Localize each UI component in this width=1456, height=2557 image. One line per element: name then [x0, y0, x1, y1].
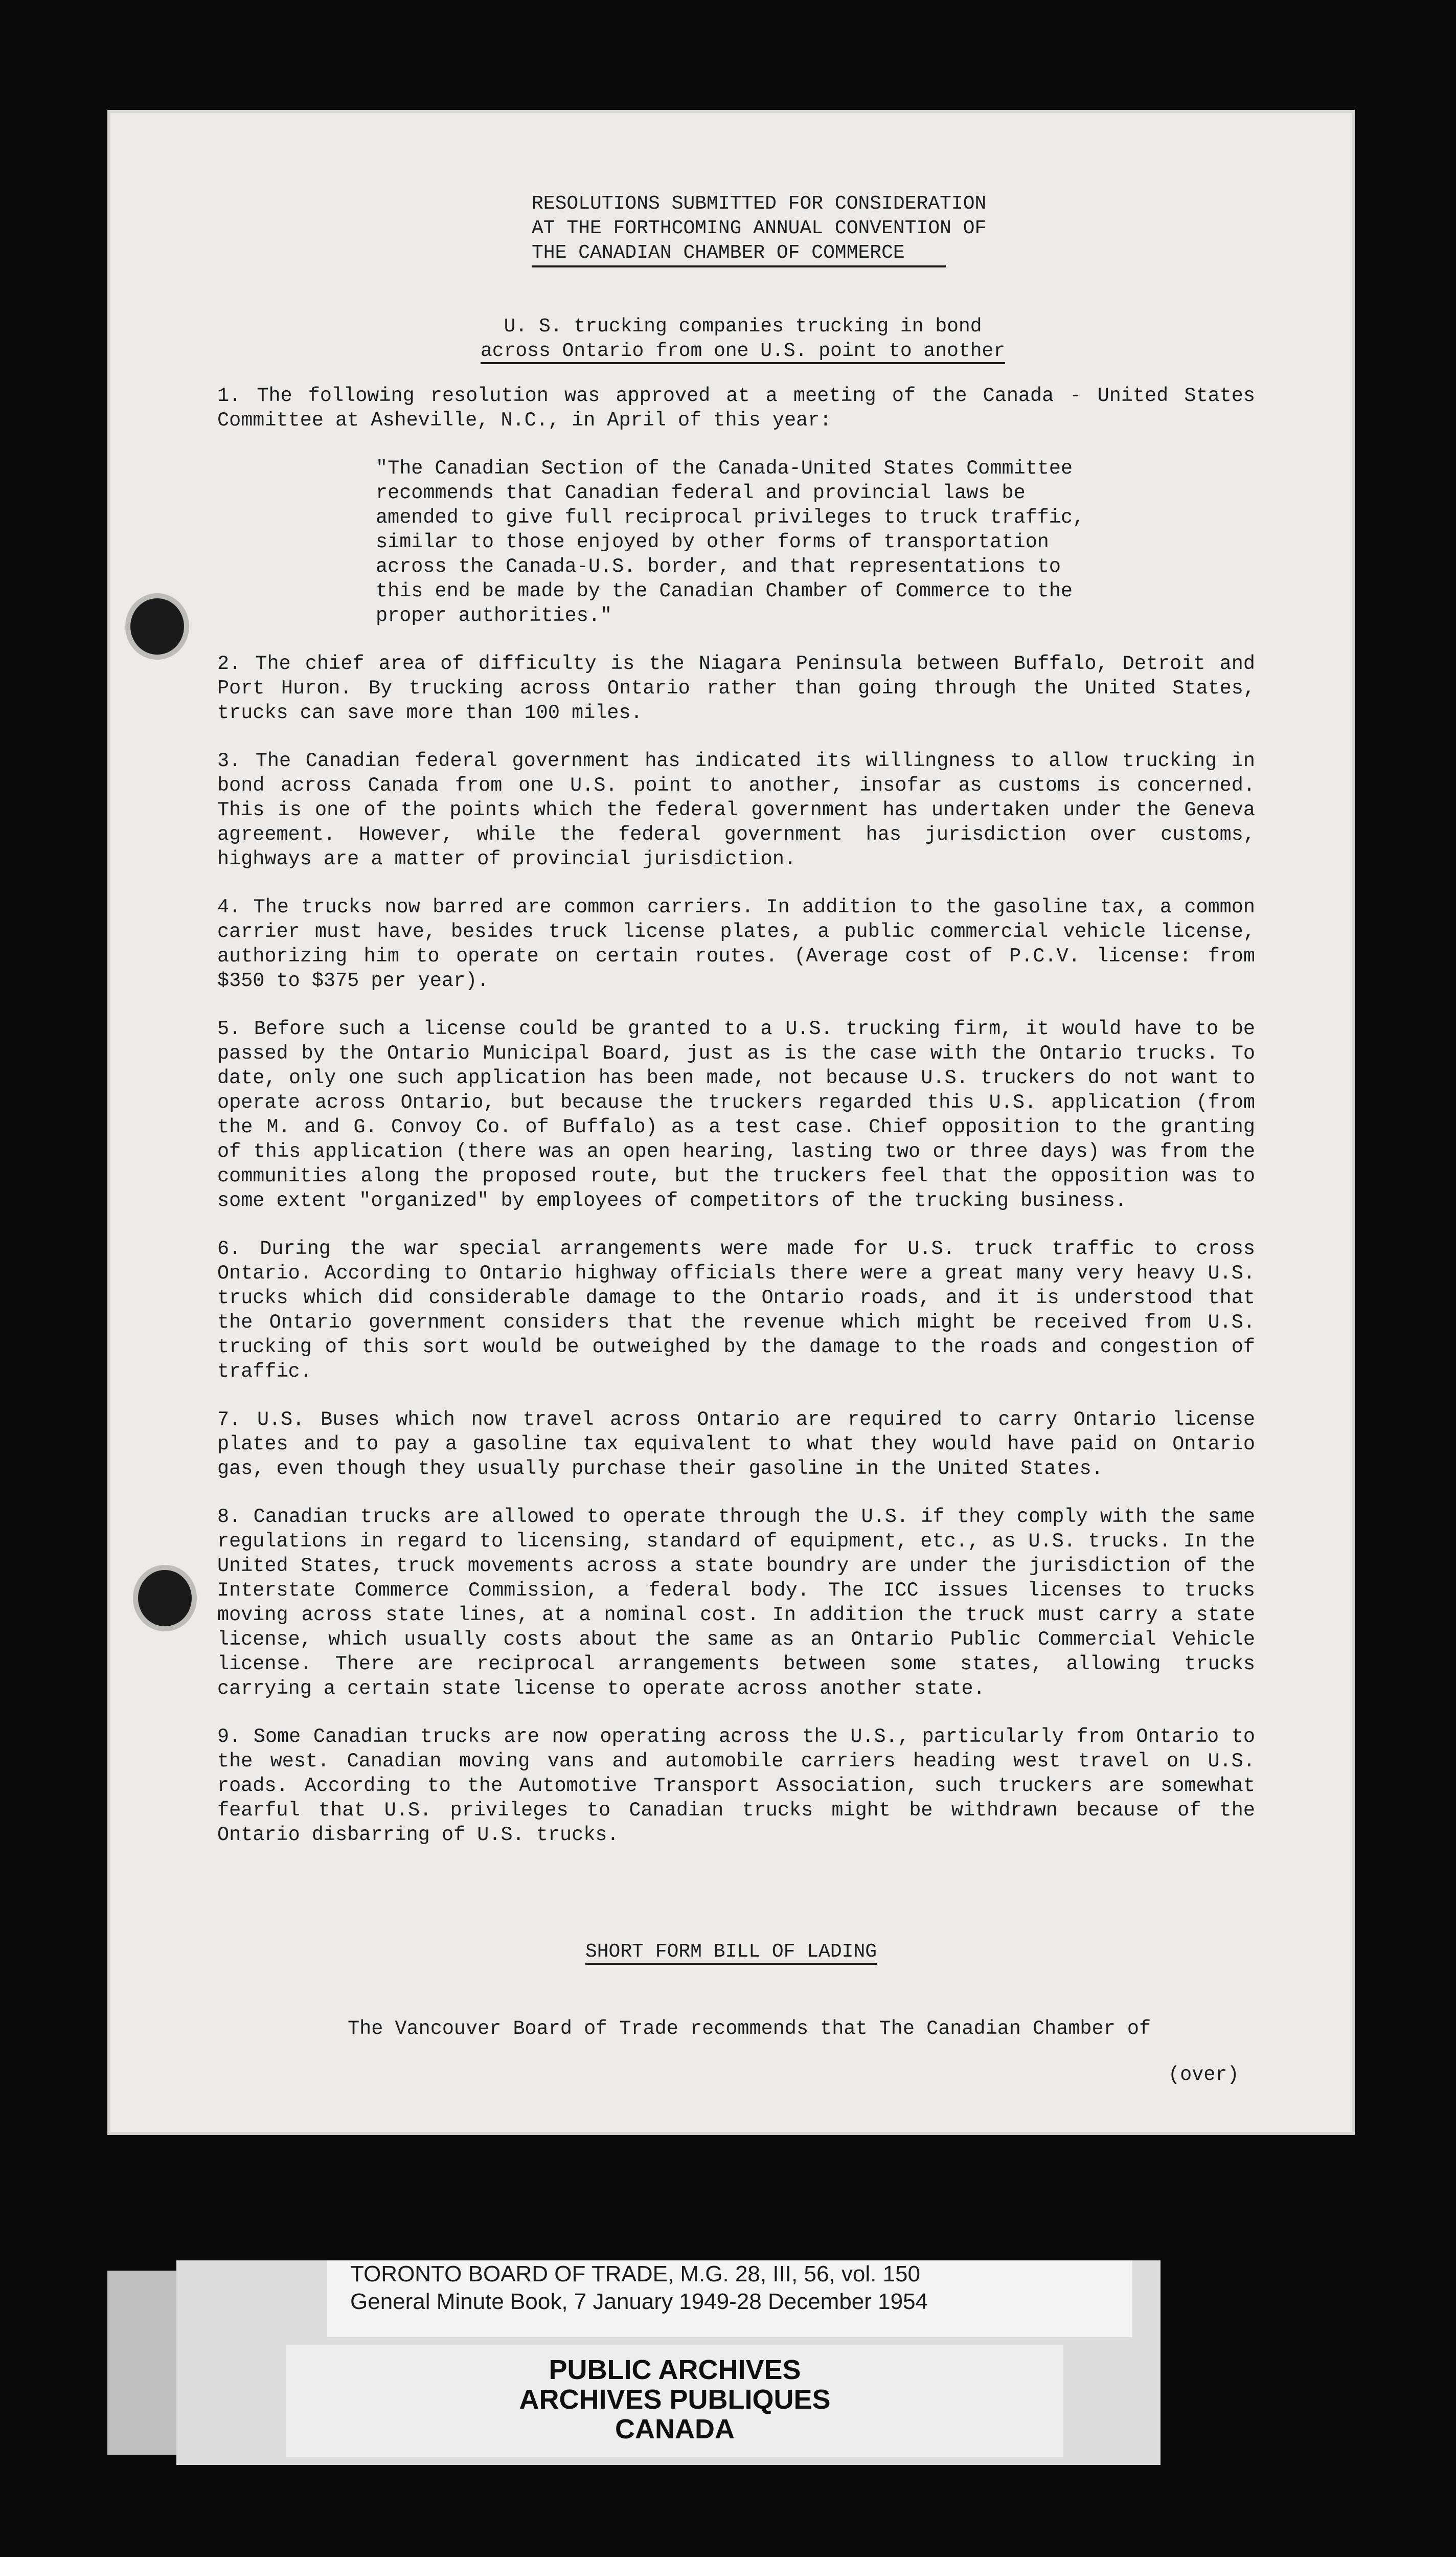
archive-stamp-line-2: ARCHIVES PUBLIQUES: [519, 2384, 831, 2415]
section-heading: [107, 1941, 1355, 1963]
archive-reference-line-1: TORONTO BOARD OF TRADE, M.G. 28, III, 56, vol. 150: [350, 2261, 920, 2286]
paragraph-5: 5. Before such a license could be granted to a U.S. trucking firm, it would have to be passed by the Ontario Municipal Board, just as is the case with the Ontario trucks. To date, only one such application has been made, not because U.S. truckers do not want to operate across Ontario, but because the truckers regarded this U.S. application (from the M. and G. Convoy Co. of Buffalo) as a test case. Chief opposition to the granting of this application (there was an open hearing, lasting two or three days) was from the communities along the proposed route, but the truckers feel that the opposition was to some extent "organized" by employees of competitors of the trucking business.: [217, 1018, 1255, 1212]
heading-line-2: AT THE FORTHCOMING ANNUAL CONVENTION OF: [532, 217, 987, 239]
quoted-resolution: "The Canadian Section of the Canada-United States Committee recommends that Canadian federal and provincial laws be amended to give full reciprocal privileges to truck traffic, similar to those enjoyed by other forms of transportation across the Canada-U.S. border, and that representations to this end be made by the Canadian Chamber of Commerce to the proper authorities.": [376, 457, 1085, 627]
subheading-line-2: across Ontario from one U.S. point to another: [481, 340, 1005, 364]
section-heading-text: SHORT FORM BILL OF LADING: [585, 1941, 877, 1965]
archive-reference-line-2: General Minute Book, 7 January 1949-28 December 1954: [350, 2289, 928, 2314]
punch-hole-top: [130, 598, 184, 655]
document-subheading: [481, 315, 1005, 364]
paragraph-1: 1. The following resolution was approved at a meeting of the Canada - United States Committee at Asheville, N.C., in April of this year:: [217, 385, 1255, 432]
subheading-line-1: U. S. trucking companies trucking in bond: [504, 316, 982, 338]
heading-line-1: RESOLUTIONS SUBMITTED FOR CONSIDERATION: [532, 193, 987, 215]
paragraph-8: 8. Canadian trucks are allowed to operate through the U.S. if they comply with the same regulations in regard to licensing, standard of equipment, etc., as U.S. trucks. In the United States, truck movements across a state boundry are under the jurisdiction of the Interstate Commerce Commission, a federal body. The ICC issues licenses to trucks moving across state lines, at a nominal cost. In addition the truck must carry a state license, which usually costs about the same as an Ontario Public Commercial Vehicle license. There are reciprocal arrangements between some states, allowing trucks carrying a certain state license to operate across another state.: [217, 1506, 1255, 1700]
paragraph-9: 9. Some Canadian trucks are now operating across the U.S., particularly from Ontario to the west. Canadian moving vans and automobile carriers heading west travel on U.S. roads. According to the Automotive Transport Association, such truckers are somewhat fearful that U.S. privileges to Canadian trucks might be withdrawn because of the Ontario disbarring of U.S. trucks.: [217, 1725, 1255, 1846]
document-page: [107, 110, 1355, 2135]
archive-stamp-line-3: CANADA: [615, 2414, 735, 2444]
closing-line: The Vancouver Board of Trade recommends that The Canadian Chamber of: [348, 2017, 1151, 2040]
archive-reference-label: [327, 2260, 1132, 2337]
paragraph-2: 2. The chief area of difficulty is the Niagara Peninsula between Buffalo, Detroit and Port Huron. By trucking across Ontario rather than going through the United States, trucks can save more than 100 miles.: [217, 653, 1255, 724]
archive-stamp-line-1: PUBLIC ARCHIVES: [549, 2354, 801, 2385]
paragraph-3: 3. The Canadian federal government has indicated its willingness to allow trucking in bond across Canada from one U.S. point to another, insofar as customs is concerned. This is one of the points which the federal government has undertaken under the Geneva agreement. However, while the federal government has jurisdiction over customs, highways are a matter of provincial jurisdiction.: [217, 750, 1255, 870]
document-heading: [532, 192, 986, 267]
punch-hole-bottom: [138, 1570, 192, 1626]
paragraph-4: 4. The trucks now barred are common carriers. In addition to the gasoline tax, a common carrier must have, besides truck license plates, a public commercial vehicle license, authorizing him to operate on certain routes. (Average cost of P.C.V. license: from $350 to $375 per year).: [217, 896, 1255, 992]
paragraph-6: 6. During the war special arrangements were made for U.S. truck traffic to cross Ontario. According to Ontario highway officials there were a great many very heavy U.S. trucks which did considerable damage to the Ontario roads, and it is understood that the Ontario government considers that the revenue which might be received from U.S. trucking of this sort would be outweighed by the damage to the roads and congestion of traffic.: [217, 1238, 1255, 1383]
paragraph-7: 7. U.S. Buses which now travel across Ontario are required to carry Ontario license plates and to pay a gasoline tax equivalent to what they would have paid on Ontario gas, even though they usually purchase their gasoline in the United States.: [217, 1408, 1255, 1480]
document-body: [217, 384, 1255, 1871]
archive-stamp: [286, 2345, 1063, 2457]
heading-line-3: THE CANADIAN CHAMBER OF COMMERCE: [532, 241, 946, 267]
over-note: (over): [1168, 2063, 1239, 2086]
